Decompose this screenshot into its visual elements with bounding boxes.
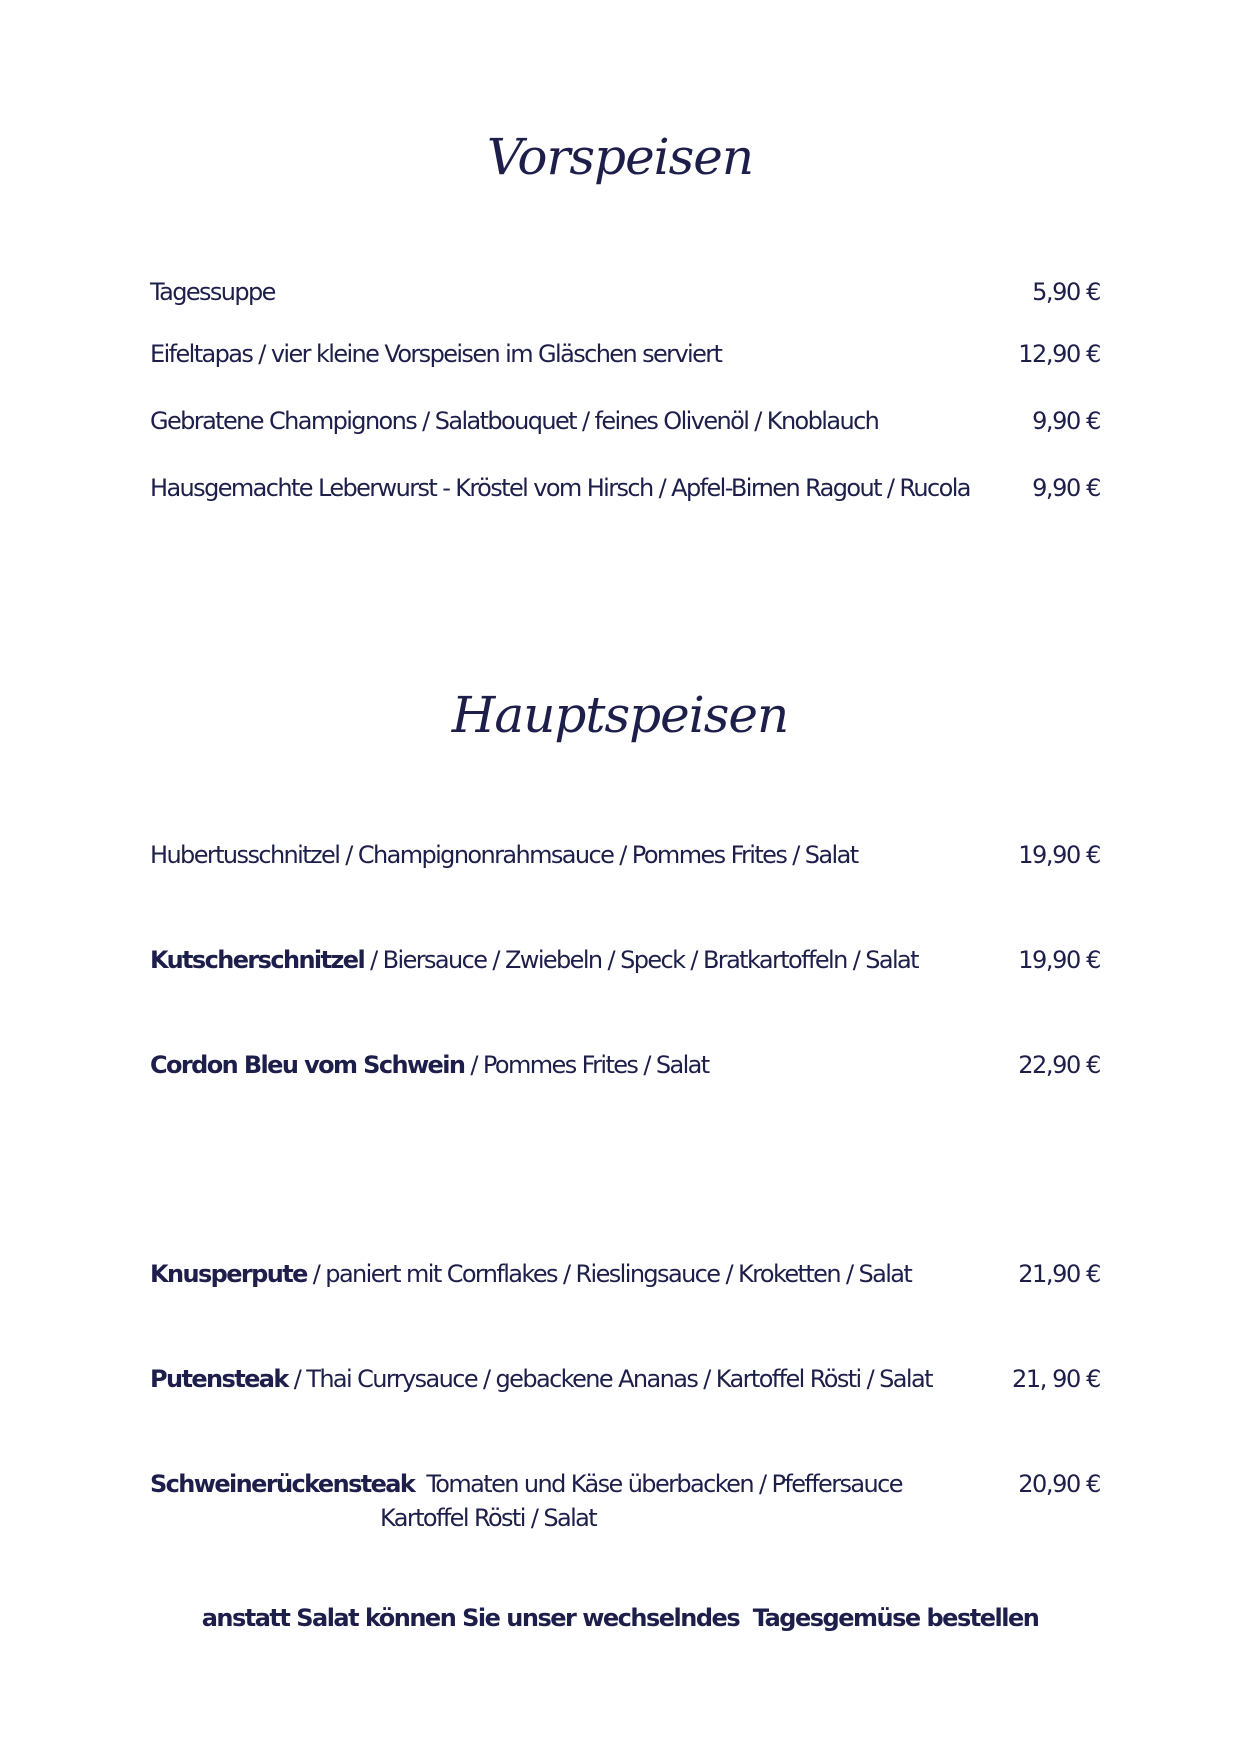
- menu-item-description: / Biersauce / Zwiebeln / Speck / Bratkartoffeln / Salat: [364, 946, 918, 974]
- menu-item-row: [150, 943, 1100, 977]
- menu-item-row: [150, 337, 1100, 371]
- menu-item-price: 12,90 €: [1018, 340, 1100, 368]
- menu-item-description: / Thai Currysauce / gebackene Ananas / Kartoffel Rösti / Salat: [287, 1365, 932, 1393]
- menu-item-price: 22,90 €: [1018, 1051, 1100, 1079]
- menu-item-row: [150, 404, 1100, 438]
- page-title-mains: Hauptspeisen: [451, 686, 789, 744]
- menu-item-price: 21, 90 €: [1011, 1365, 1100, 1393]
- menu-item-name: Cordon Bleu vom Schwein: [150, 1051, 465, 1079]
- menu-item-row: [150, 838, 1100, 872]
- menu-item-description-line2: Kartoffel Rösti / Salat: [380, 1504, 597, 1532]
- menu-item-name: Hubertusschnitzel / Champignonrahmsauce / Pommes Frites / Salat: [150, 841, 858, 869]
- menu-item-description: / Pommes Frites / Salat: [464, 1051, 709, 1079]
- menu-item-name: Eifeltapas / vier kleine Vorspeisen im Gläschen serviert: [150, 340, 722, 368]
- menu-item-price: 5,90 €: [1032, 278, 1100, 306]
- menu-item-price: 9,90 €: [1032, 474, 1100, 502]
- menu-item-price: 20,90 €: [1018, 1470, 1100, 1498]
- page-title-starters: Vorspeisen: [486, 128, 754, 186]
- menu-item-name: Gebratene Champignons / Salatbouquet / feines Olivenöl / Knoblauch: [150, 407, 879, 435]
- menu-item-description: Tomaten und Käse überbacken / Pfeffersauce: [414, 1470, 902, 1498]
- menu-item-name: Putensteak: [150, 1365, 288, 1393]
- menu-item-price: 19,90 €: [1018, 841, 1100, 869]
- menu-item-name: Kutscherschnitzel: [150, 946, 365, 974]
- menu-item-row: [150, 1467, 1100, 1535]
- menu-item-price: 9,90 €: [1032, 407, 1100, 435]
- menu-item-row: [150, 1048, 1100, 1082]
- menu-item-row: [150, 1257, 1100, 1291]
- footer-note: anstatt Salat können Sie unser wechselndes Tagesgemüse bestellen: [201, 1604, 1039, 1632]
- menu-item-row: [150, 471, 1100, 505]
- menu-item-name: Hausgemachte Leberwurst - Kröstel vom Hirsch / Apfel-Birnen Ragout / Rucola: [150, 474, 970, 502]
- menu-item-name: Schweinerückensteak: [150, 1470, 415, 1498]
- menu-item-name: Knusperpute: [150, 1260, 307, 1288]
- menu-item-price: 21,90 €: [1018, 1260, 1100, 1288]
- menu-item-price: 19,90 €: [1018, 946, 1100, 974]
- menu-item-description: / paniert mit Cornflakes / Rieslingsauce / Kroketten / Salat: [306, 1260, 912, 1288]
- menu-item-row: [150, 1362, 1100, 1396]
- menu-item-name: Tagessuppe: [150, 278, 275, 306]
- menu-item-row: [150, 275, 1100, 309]
